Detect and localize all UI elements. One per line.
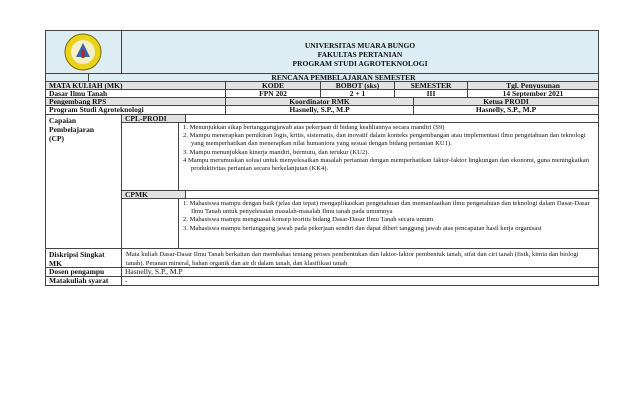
desc-text: Mata kuliah Dasar-Dasar Ilmu Tanah berkaitan dan membahas tentang proses pembentukan dan faktor-faktor pembentuk tanah, sifat dan ciri tanah (fisik, kimia dan biologi tanah). Peranan mineral, bahan organik dan air di dalam tanah, dan klasifikasi tanah — [121, 248, 599, 268]
syarat-value: - — [121, 276, 599, 286]
cp-label-line: (CP) — [49, 134, 64, 143]
ketua-value: Hasnelly, S.P., M.P — [413, 105, 599, 115]
cpmk-spacer-left — [121, 198, 179, 249]
course-semester: III — [394, 89, 468, 98]
koordinator-value: Hasnelly, S.P., M.P — [225, 105, 414, 115]
koordinator-header: Koordinator RMK — [225, 97, 414, 106]
kode-header: KODE — [225, 81, 321, 90]
university-logo — [63, 33, 103, 71]
cpmk-item: 2. Mahasiswa mampu menguasai konsep teoritis bidang Dasar-Dasar Ilmu Tanah secara umum — [183, 216, 434, 224]
cpmk-label: CPMK — [121, 190, 186, 199]
cp-label-line: Capaian — [49, 116, 77, 125]
course-date: 14 September 2021 — [467, 89, 599, 98]
mk-header: MATA KULIAH (MK) — [45, 81, 226, 90]
cpl-list — [178, 122, 599, 191]
cpl-spacer-left — [121, 122, 179, 191]
dosen-value: Hasnelly, S.P., M.P — [121, 267, 599, 277]
faculty-name: FAKULTAS PERTANIAN — [317, 50, 403, 59]
desc-label-line: Diskripsi Singkat — [49, 250, 105, 259]
cpmk-item: 1. Mahasiswa mampu dengan baik (jelas dan tepat) mengaplikasikan pengetahuan dan memanfaatkan ilmu pengetahuan dan teknologi dalam Dasar-Dasar Ilmu Tanah untuk penyelesaian masalah-masalah Ilmu tanah pada umumnya — [183, 200, 590, 216]
ketua-header: Ketua PRODI — [413, 97, 599, 106]
desc-label-line: MK — [49, 259, 62, 268]
course-name: Dasar Ilmu Tanah — [45, 89, 226, 98]
document-title: RENCANA PEMBELAJARAN SEMESTER — [88, 73, 599, 82]
syarat-label: Matakuliah syarat — [45, 276, 122, 286]
cpl-prodi-label: CPL-PRODI — [121, 114, 186, 123]
cpl-item: 3. Mampu menunjukkan kinerja mandiri, bermutu, dan terukur (KU2). — [183, 148, 370, 156]
cpl-item: 1. Menunjukkan sikap bertanggungjawab atas pekerjaan di bidang keahliannya secara mandiri (S9) — [183, 124, 445, 131]
bobot-header: BOBOT (sks) — [320, 81, 395, 90]
university-name: UNIVERSITAS MUARA BUNGO — [304, 41, 416, 50]
cpmk-list — [178, 198, 599, 249]
cp-label-line: Pembelajaran — [49, 125, 94, 134]
course-code: FPN 202 — [225, 89, 321, 98]
pengembang-header: Pengembang RPS — [45, 97, 226, 106]
institution-header — [121, 30, 599, 74]
course-credits: 2 + 1 — [320, 89, 395, 98]
cp-label — [45, 114, 122, 249]
pengembang-value: Program Studi Agroteknologi — [45, 105, 226, 115]
cpl-item: 4 Mampu merumuskan solusi untuk menyelesaikan masalah pertanian dengan memperhatikan faktor-faktor lingkungan dan ekonomi, guna meningkatkan produktivitas pertanian secara berkelanjutan (KK4). — [183, 156, 590, 173]
program-name: PROGRAM STUDI AGROTEKNOLOGI — [292, 59, 428, 68]
desc-label — [45, 248, 122, 268]
semester-header: SEMESTER — [394, 81, 468, 90]
dosen-label: Dosen pengampu — [45, 267, 122, 277]
cpmk-item: 3. Mahasiswa mampu bertanggung jawab pada pekerjaan sendiri dan dapat diberi tanggung jawab atas pencapaian hasil kerja organisasi — [183, 224, 542, 232]
cpl-item: 2. Mampu menerapkan pemikiran logis, kritis, sistematis, dan inovatif dalam konteks pengembangan atau implementasi ilmu pengetahuan dan teknologi yang memperhatikan dan menerapkan nilai humaniora yang sesuai dengan bidang pertanian KU1). — [183, 132, 586, 148]
tgl-header: Tgl. Penyusunan — [467, 81, 599, 90]
